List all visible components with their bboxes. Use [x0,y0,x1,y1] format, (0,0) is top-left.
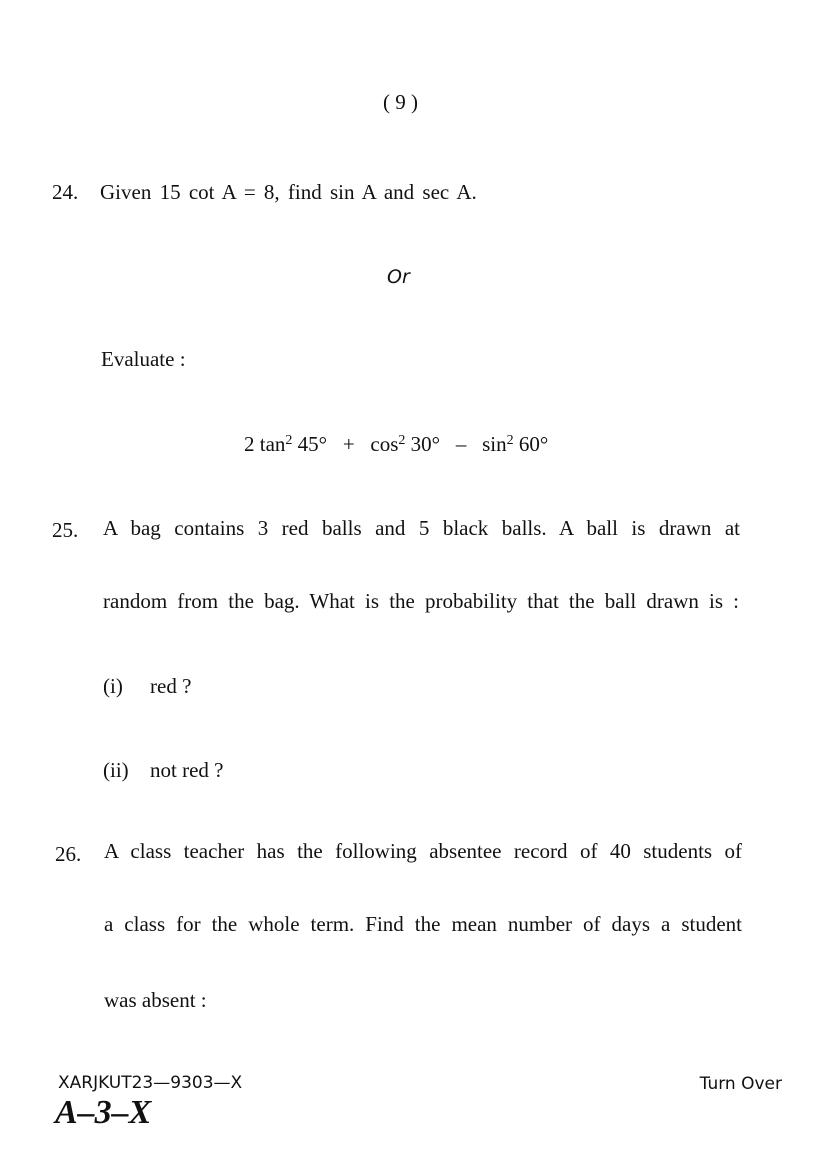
term-2: $\cos^2 30^\circ$ [370,432,441,456]
question-26-line: was absent : [104,988,207,1012]
question-number-25: 25. [52,518,79,542]
subpart-text: red ? [150,674,192,698]
evaluate-prompt: Evaluate : [101,347,186,371]
question-26-line: A class teacher has the following absentee record of 40 students of [104,839,742,863]
plus-operator: + [342,432,355,456]
turn-over-label: Turn Over [699,1074,782,1094]
question-number-24: 24. [52,180,79,204]
set-code: A–3–X [55,1094,152,1131]
term-3: $\sin^2 60^\circ$ [482,432,549,456]
page-number: ( 9 ) [383,90,418,114]
question-25-line: A bag contains 3 red balls and 5 black balls. A ball is drawn at [103,516,740,540]
question-26-line: a class for the whole term. Find the mean number of days a student [104,912,742,936]
or-label: Or [387,266,410,288]
paper-code: XARJKUT23—9303—X [58,1073,243,1093]
trig-expression [244,432,548,457]
subpart-text: not red ? [150,758,224,782]
term-1: 2 $\tan^2 45^\circ$ [244,432,328,456]
question-number-26: 26. [55,842,82,866]
question-24-text: Given 15 cot A = 8, find sin A and sec A. [100,180,477,204]
subpart-label: (ii) [103,758,129,782]
question-25-line: random from the bag. What is the probability that the ball drawn is : [103,589,739,613]
minus-operator: – [455,432,467,456]
subpart-label: (i) [103,674,123,698]
